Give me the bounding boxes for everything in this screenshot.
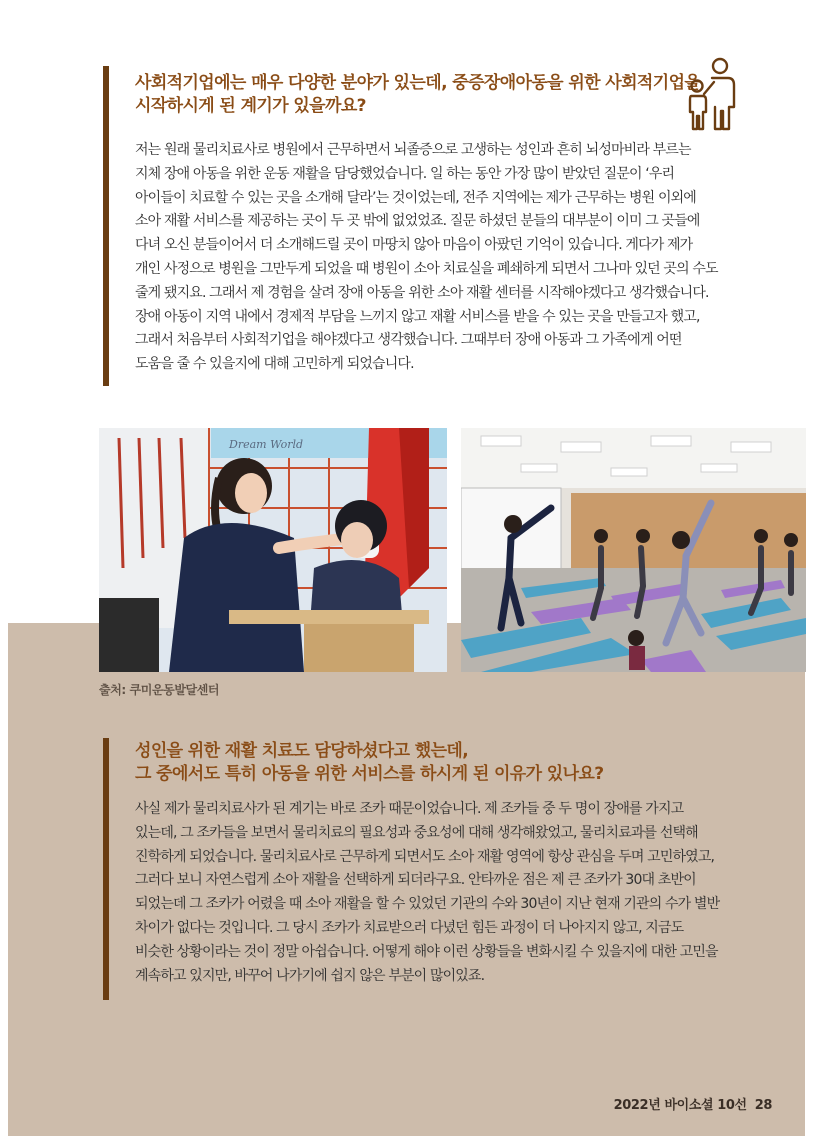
photo-credit-caption: 출처: 쿠미운동발달센터 xyxy=(99,683,220,697)
therapy-session-photo xyxy=(99,428,447,672)
answer-line: 그래서 처음부터 사회적기업을 해야겠다고 생각했습니다. 그때부터 장애 아동과 그 가족에게 어떤 xyxy=(135,332,682,349)
group-exercise-class-photo xyxy=(461,428,806,672)
qa-section-child-services xyxy=(103,738,763,1000)
answer-line: 장애 아동이 지역 내에서 경제적 부담을 느끼지 않고 재활 서비스를 받을 수 있는 곳을 만들고자 했고, xyxy=(135,308,700,325)
answer-line: 소아 재활 서비스를 제공하는 곳이 두 곳 밖에 없었었죠. 질문 하셨던 분들의 대부분이 이미 그 곳들에 xyxy=(135,213,700,230)
answer-line: 사실 제가 물리치료사가 된 계기는 바로 조카 때문이었습니다. 제 조카들 중 두 명이 장애를 가지고 xyxy=(135,801,684,817)
answer-line: 도움을 줄 수 있을지에 대해 고민하게 되었습니다. xyxy=(135,356,414,373)
qa-section-founding-reason xyxy=(103,66,763,386)
wall-sign-text: Dream World xyxy=(229,438,304,451)
question-heading xyxy=(135,740,604,786)
answer-line: 다녀 오신 분들이어서 더 소개해드릴 곳이 마땅치 않아 마음이 아팠던 기억이 있습니다. 게다가 제가 xyxy=(135,237,693,254)
question-line: 사회적기업에는 매우 다양한 분야가 있는데, 중증장애아동을 위한 사회적기업을 xyxy=(135,73,701,93)
caregiver-child-icon xyxy=(684,56,738,132)
answer-line: 차이가 없다는 것입니다. 그 당시 조카가 치료받으러 다녔던 힘든 과정이 더 나아지지 않고, 지금도 xyxy=(135,919,684,936)
answer-paragraph xyxy=(135,139,718,377)
answer-line: 지체 장애 아동을 위한 운동 재활을 담당했었습니다. 일 하는 동안 가장 많이 받았던 질문이 ‘우리 xyxy=(135,165,675,182)
answer-line: 비슷한 상황이라는 것이 정말 아쉽습니다. 어떻게 해야 이런 상황들을 변화시킬 수 있을지에 대한 고민을 xyxy=(135,943,718,960)
answer-line: 되었는데 그 조카가 어렸을 때 소아 재활을 할 수 있었던 기관의 수와 30년이 지난 현재 기관의 수가 별반 xyxy=(135,896,720,913)
accent-bar xyxy=(103,738,109,1000)
answer-line: 있는데, 그 조카들을 보면서 물리치료의 필요성과 중요성에 대해 생각해왔었고, 물리치료과를 선택해 xyxy=(135,824,698,841)
question-heading xyxy=(135,72,700,118)
answer-line: 개인 사정으로 병원을 그만두게 되었을 때 병원이 소아 치료실을 폐쇄하게 되면서 그나마 있던 곳의 수도 xyxy=(135,260,718,277)
question-line: 성인을 위한 재활 치료도 담당하셨다고 했는데, xyxy=(135,741,469,761)
publication-title: 2022년 바이소셜 10선 xyxy=(613,1098,747,1113)
answer-line: 줄게 됐지요. 그래서 제 경험을 살려 장애 아동을 위한 소아 재활 센터를 시작해야겠다고 생각했습니다. xyxy=(135,284,709,301)
page-footer xyxy=(614,1094,772,1113)
page-number: 28 xyxy=(754,1098,772,1113)
answer-paragraph xyxy=(135,798,719,988)
answer-line: 계속하고 있지만, 바꾸어 나가기에 쉽지 않은 부분이 많이있죠. xyxy=(135,967,485,984)
answer-line: 저는 원래 물리치료사로 병원에서 근무하면서 뇌졸증으로 고생하는 성인과 흔히 뇌성마비라 부르는 xyxy=(135,142,691,158)
answer-line: 그러다 보니 자연스럽게 소아 재활을 선택하게 되더라구요. 안타까운 점은 제 큰 조카가 30대 초반이 xyxy=(135,872,696,889)
answer-line: 진학하게 되었습니다. 물리치료사로 근무하게 되면서도 소아 재활 영역에 항상 관심을 두며 고민하였고, xyxy=(135,848,715,865)
accent-bar xyxy=(103,66,109,386)
question-line: 시작하시게 된 계기가 있을까요? xyxy=(135,96,366,116)
answer-line: 아이들이 치료할 수 있는 곳을 소개해 달라’는 것이었는데, 전주 지역에는 제가 근무하는 병원 이외에 xyxy=(135,189,696,206)
question-line: 그 중에서도 특히 아동을 위한 서비스를 하시게 된 이유가 있나요? xyxy=(135,764,604,784)
